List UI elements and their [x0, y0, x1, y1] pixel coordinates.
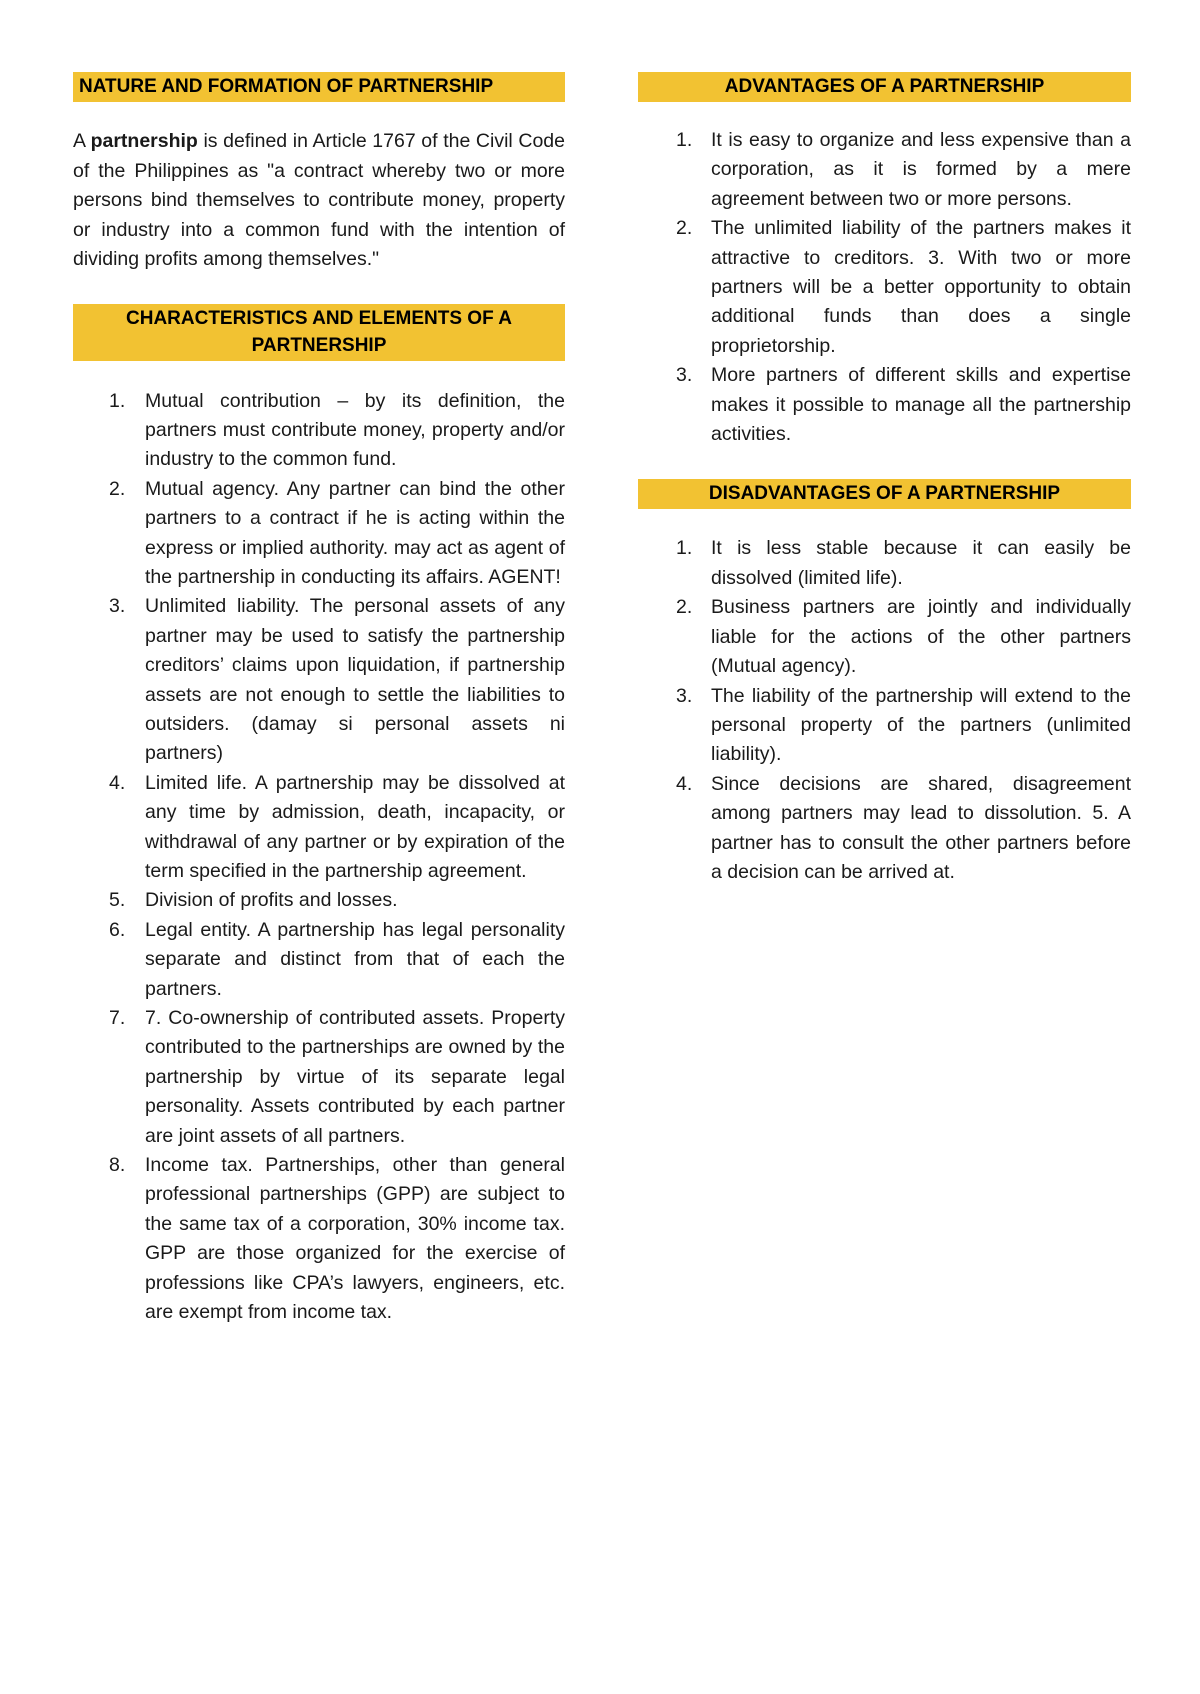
- list-text: Mutual agency. Any partner can bind the other partners to a contract if he is acting within the express or implied authority. may act as agent of the partnership in conducting its affairs. AGENT!: [145, 477, 565, 588]
- list-item: [638, 682, 1131, 770]
- list-number: 1.: [676, 537, 693, 560]
- list-number: 6.: [109, 918, 126, 941]
- list-text: Income tax. Partnerships, other than general professional partnerships (GPP) are subject to the same tax of a corporation, 30% income tax. GPP are those organized for the exercise of professions like CPA’s lawyers, engineers, etc. are exempt from income tax.: [145, 1154, 565, 1324]
- list-number: 2.: [676, 217, 693, 240]
- list-item: [73, 916, 565, 1004]
- list-item: [73, 475, 565, 593]
- list-number: 4.: [109, 771, 126, 794]
- definition-text: is defined in Article 1767 of the Civil Code of the Philippines as "a contract whereby two or more persons bind themselves to contribute money, property or industry into a common fund with the intention of dividing profits among themselves.": [73, 130, 565, 270]
- list-item: [73, 387, 565, 475]
- list-item: [638, 214, 1131, 361]
- list-number: 8.: [109, 1154, 126, 1177]
- list-number: 1.: [676, 129, 693, 151]
- nature-heading: NATURE AND FORMATION OF PARTNERSHIP: [73, 72, 565, 102]
- list-item: [73, 592, 565, 768]
- characteristics-list: [73, 387, 565, 1328]
- list-number: 2.: [109, 477, 126, 500]
- list-text: Unlimited liability. The personal assets of any partner may be used to satisfy the partnership creditors’ claims upon liquidation, if partnership assets are not enough to settle the liabilities to outsiders. (damay si personal assets ni partners): [145, 595, 565, 765]
- list-number: 4.: [676, 772, 693, 795]
- list-text: 7. Co-ownership of contributed assets. Property contributed to the partnerships are owned by the partnership by virtue of its separate legal personality. Assets contributed by each partner are joint assets of all partners.: [145, 1007, 565, 1147]
- list-number: 3.: [676, 364, 693, 387]
- advantages-list: [638, 126, 1131, 449]
- disadvantages-list: [638, 534, 1131, 887]
- list-text: It is easy to organize and less expensive than a corporation, as it is formed by a mere agreement between two or more persons.: [711, 129, 1131, 210]
- right-column: [638, 72, 1131, 887]
- list-text: Division of profits and losses.: [145, 889, 398, 912]
- list-item: [638, 126, 1131, 214]
- list-text: The liability of the partnership will extend to the personal property of the partners (unlimited liability).: [711, 684, 1131, 766]
- left-column: [73, 72, 565, 1328]
- list-number: 5.: [109, 889, 126, 912]
- list-text: Since decisions are shared, disagreement among partners may lead to dissolution. 5. A partner has to consult the other partners before a decision can be arrived at.: [711, 772, 1131, 883]
- definition-prefix: A: [73, 130, 91, 152]
- list-item: [638, 593, 1131, 681]
- list-number: 3.: [676, 684, 693, 707]
- list-number: 1.: [109, 389, 126, 412]
- list-text: Business partners are jointly and individually liable for the actions of the other partners (Mutual agency).: [711, 596, 1131, 678]
- advantages-heading: ADVANTAGES OF A PARTNERSHIP: [638, 72, 1131, 102]
- list-item: [73, 1151, 565, 1327]
- list-number: 2.: [676, 596, 693, 619]
- list-text: Limited life. A partnership may be dissolved at any time by admission, death, incapacity, or withdrawal of any partner or by expiration of the term specified in the partnership agreement.: [145, 771, 565, 882]
- list-text: More partners of different skills and expertise makes it possible to manage all the partnership activities.: [711, 364, 1131, 446]
- list-item: [638, 361, 1131, 449]
- list-text: Legal entity. A partnership has legal personality separate and distinct from that of each the partners.: [145, 918, 565, 1000]
- disadvantages-heading: DISADVANTAGES OF A PARTNERSHIP: [638, 479, 1131, 509]
- characteristics-heading: CHARACTERISTICS AND ELEMENTS OF A PARTNERSHIP: [73, 304, 565, 361]
- list-number: 3.: [109, 595, 126, 618]
- list-item: [73, 769, 565, 887]
- list-item: [73, 1004, 565, 1151]
- list-text: It is less stable because it can easily be dissolved (limited life).: [711, 537, 1131, 589]
- list-item: [638, 534, 1131, 593]
- definition-term: partnership: [90, 130, 198, 152]
- list-number: 7.: [109, 1007, 126, 1030]
- list-item: [73, 886, 565, 915]
- list-item: [638, 770, 1131, 888]
- partnership-definition: [73, 127, 565, 275]
- list-text: The unlimited liability of the partners makes it attractive to creditors. 3. With two or more partners will be a better opportunity to obtain additional funds than does a single proprietorship.: [711, 217, 1131, 357]
- list-text: Mutual contribution – by its definition, the partners must contribute money, property and/or industry to the common fund.: [145, 389, 565, 471]
